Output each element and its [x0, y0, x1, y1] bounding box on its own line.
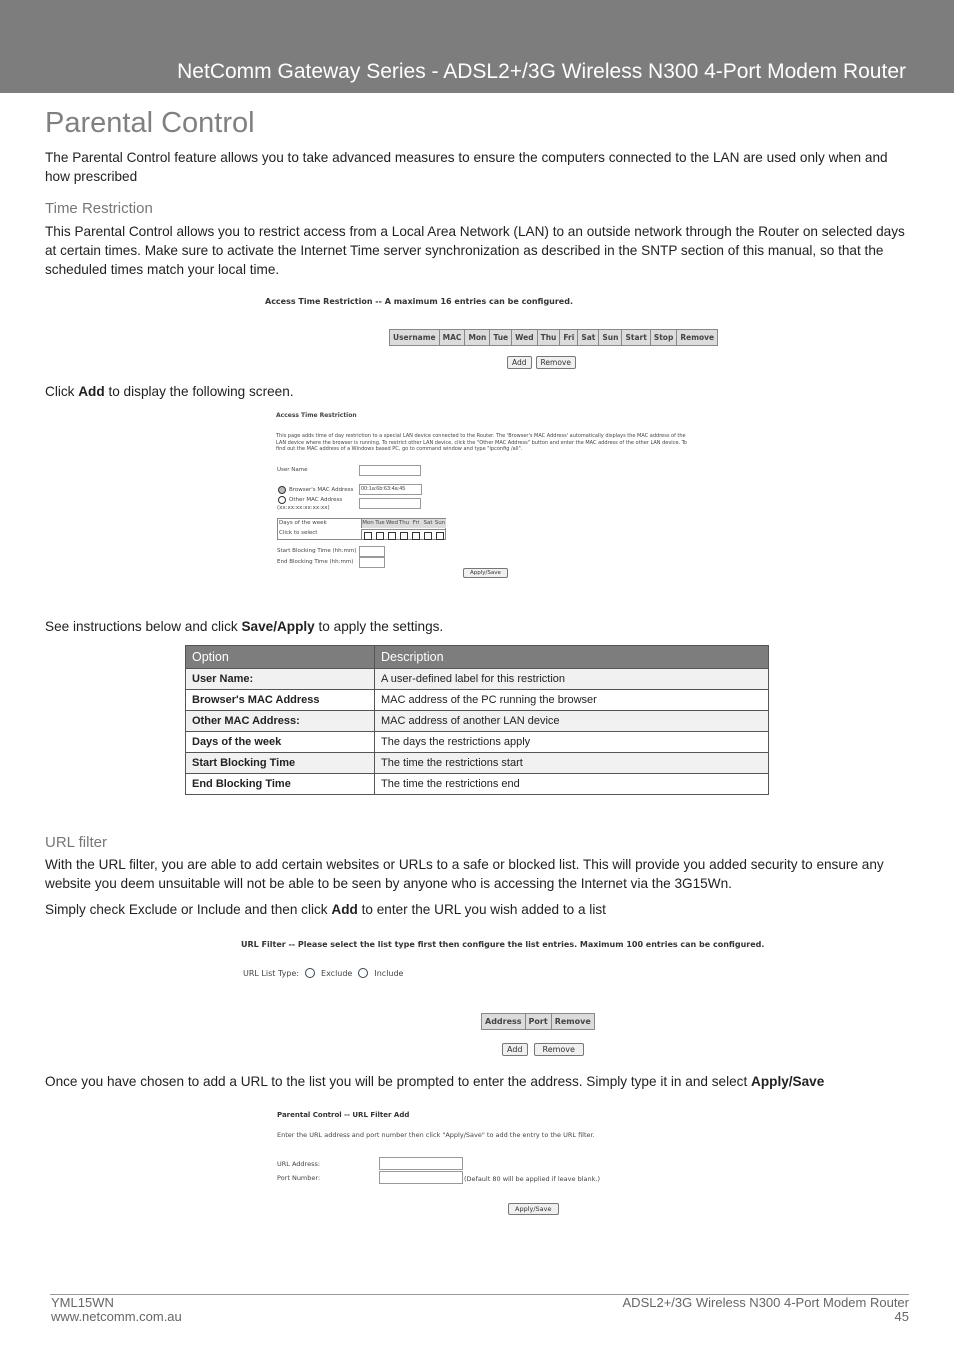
url-address-label: URL Address:: [277, 1160, 321, 1168]
port-hint: (Default 80 will be applied if leave blank.): [464, 1175, 600, 1183]
description-column-header: Description: [375, 646, 769, 669]
screen2-description: This page adds time of day restriction to a special LAN device connected to the Router. The 'Browser's MAC Address' automatically displays the MAC address of the LAN device where the browser is running. To restrict other LAN device, click the "Other MAC Address" button and enter the MAC address of the other LAN device. To find out the MAC address of a Windows based PC, go to command window and type "ipconfig /all".: [276, 433, 687, 452]
description-cell: The time the restrictions end: [375, 774, 769, 795]
once-chosen-paragraph: [45, 1072, 909, 1091]
day-checkbox[interactable]: [388, 532, 396, 540]
description-cell: A user-defined label for this restriction: [375, 669, 769, 690]
option-cell: End Blocking Time: [186, 774, 375, 795]
click-add-text: Click: [45, 384, 79, 399]
day-header: Wed: [386, 520, 398, 526]
once-bold: Apply/Save: [751, 1074, 825, 1089]
days-header-row: [361, 519, 446, 528]
day-header: Thu: [398, 520, 410, 526]
days-label: Days of the week: [279, 520, 327, 526]
screen4-description: Enter the URL address and port number then click "Apply/Save" to add the entry to the URL filter.: [277, 1131, 595, 1139]
add-button[interactable]: Add: [507, 356, 532, 369]
restriction-table: [389, 329, 718, 346]
time-restriction-heading: Time Restriction: [45, 200, 153, 217]
restriction-column-header: Remove: [677, 330, 718, 346]
url-column-header: Address: [482, 1014, 526, 1030]
restriction-column-header: MAC: [439, 330, 465, 346]
check-text: Simply check Exclude or Include and then click: [45, 902, 332, 917]
option-cell: Start Blocking Time: [186, 753, 375, 774]
see-instructions-paragraph: [45, 617, 909, 636]
day-header: Sat: [423, 520, 433, 526]
click-select-label: Click to select: [279, 530, 318, 536]
url-column-header: Remove: [551, 1014, 594, 1030]
browser-mac-input[interactable]: 00:1a:6b:63:4a:45: [359, 484, 422, 495]
option-cell: Other MAC Address:: [186, 711, 375, 732]
screen1-title: Access Time Restriction -- A maximum 16 entries can be configured.: [265, 297, 573, 306]
table-row: [186, 753, 769, 774]
screen3-title: URL Filter -- Please select the list type first then configure the list entries. Maximum 100 entries can be configured.: [241, 940, 765, 949]
other-mac-radio[interactable]: [278, 496, 286, 504]
screen3-buttons: [502, 1043, 584, 1056]
header-title: NetComm Gateway Series - ADSL2+/3G Wireless N300 4-Port Modem Router: [177, 60, 906, 83]
restriction-column-header: Fri: [560, 330, 578, 346]
other-mac-label: Other MAC Address: [289, 497, 343, 503]
url-table: [481, 1013, 595, 1030]
options-table: [185, 645, 769, 795]
restriction-column-header: Sun: [599, 330, 622, 346]
table-row: [186, 774, 769, 795]
url-list-type-row: [243, 968, 403, 978]
check-bold: Add: [331, 902, 358, 917]
page-title: Parental Control: [45, 107, 255, 139]
option-cell: Days of the week: [186, 732, 375, 753]
table-row: [186, 669, 769, 690]
user-name-label: User Name: [277, 467, 308, 473]
other-mac-input[interactable]: [359, 498, 421, 509]
option-cell: Browser's MAC Address: [186, 690, 375, 711]
days-table: [277, 518, 446, 540]
exclude-radio[interactable]: [305, 968, 315, 978]
day-header: Fri: [412, 520, 420, 526]
url-column-header: Port: [525, 1014, 551, 1030]
exclude-label: Exclude: [321, 968, 353, 978]
option-column-header: Option: [186, 646, 375, 669]
apply-save-button[interactable]: Apply/Save: [463, 568, 508, 578]
day-checkbox[interactable]: [364, 532, 372, 540]
other-mac-hint: (xx:xx:xx:xx:xx:xx): [277, 505, 330, 511]
days-checkbox-row: [361, 529, 446, 540]
footer-model: YML15WN: [51, 1295, 114, 1310]
restriction-column-header: Start: [622, 330, 650, 346]
remove-button[interactable]: Remove: [536, 356, 576, 369]
screen4-title: Parental Control -- URL Filter Add: [277, 1111, 410, 1119]
url-filter-heading: URL filter: [45, 834, 107, 851]
once-text: Once you have chosen to add a URL to the list you will be prompted to enter the address. Simply type it in and select: [45, 1074, 752, 1089]
check-text-end: to enter the URL you wish added to a list: [357, 902, 606, 917]
restriction-column-header: Mon: [465, 330, 490, 346]
table-row: [186, 732, 769, 753]
check-exclude-paragraph: [45, 900, 909, 919]
footer-website: www.netcomm.com.au: [51, 1309, 182, 1324]
see-bold: Save/Apply: [241, 619, 315, 634]
include-radio[interactable]: [358, 968, 368, 978]
restriction-column-header: Sat: [578, 330, 599, 346]
restriction-column-header: Thu: [537, 330, 560, 346]
see-text: See instructions below and click: [45, 619, 242, 634]
intro-paragraph: The Parental Control feature allows you to take advanced measures to ensure the computers connected to the LAN are used only when and how prescribed: [45, 150, 888, 184]
user-name-input[interactable]: [359, 465, 421, 476]
time-restriction-paragraph: This Parental Control allows you to restrict access from a Local Area Network (LAN) to an outside network through the Router on selected days at certain times. Make sure to activate the Internet Time server synchronization as described in the SNTP section of this manual, so that the scheduled times match your local time.: [45, 224, 905, 277]
restriction-column-header: Stop: [650, 330, 677, 346]
footer-product: ADSL2+/3G Wireless N300 4-Port Modem Router: [622, 1295, 909, 1310]
option-cell: User Name:: [186, 669, 375, 690]
url-add-button[interactable]: Add: [502, 1043, 528, 1056]
footer-page-number: 45: [894, 1309, 909, 1324]
restriction-column-header: Username: [390, 330, 440, 346]
day-checkbox[interactable]: [424, 532, 432, 540]
access-time-form-screen: [276, 412, 696, 453]
include-label: Include: [374, 968, 404, 978]
start-blocking-label: Start Blocking Time (hh:mm): [277, 548, 357, 554]
end-blocking-input[interactable]: [359, 557, 385, 568]
click-add-bold: Add: [78, 384, 105, 399]
description-cell: The time the restrictions start: [375, 753, 769, 774]
url-apply-save-button[interactable]: Apply/Save: [508, 1203, 559, 1215]
access-time-restriction-screen: [265, 297, 573, 306]
browser-mac-radio[interactable]: [278, 486, 286, 494]
description-cell: MAC address of another LAN device: [375, 711, 769, 732]
url-remove-button[interactable]: Remove: [534, 1043, 584, 1056]
screen2-title: Access Time Restriction: [276, 412, 357, 419]
screen1-buttons: [507, 356, 576, 369]
port-number-input[interactable]: [379, 1171, 463, 1184]
day-header: Tue: [375, 520, 385, 526]
description-cell: The days the restrictions apply: [375, 732, 769, 753]
restriction-column-header: Tue: [490, 330, 512, 346]
url-list-type-label: URL List Type:: [243, 968, 300, 978]
click-add-text-end: to display the following screen.: [104, 384, 294, 399]
day-checkbox[interactable]: [376, 532, 384, 540]
table-row: [186, 690, 769, 711]
table-row: [186, 711, 769, 732]
see-text-end: to apply the settings.: [314, 619, 444, 634]
port-number-label: Port Number:: [277, 1174, 321, 1182]
description-cell: MAC address of the PC running the browser: [375, 690, 769, 711]
end-blocking-label: End Blocking Time (hh:mm): [277, 559, 354, 565]
day-checkbox[interactable]: [412, 532, 420, 540]
restriction-column-header: Wed: [512, 330, 537, 346]
day-header: Mon: [362, 520, 374, 526]
start-blocking-input[interactable]: [359, 546, 385, 557]
day-header: Sun: [434, 520, 446, 526]
url-filter-paragraph: With the URL filter, you are able to add certain websites or URLs to a safe or blocked list. This will provide you added security to ensure any website you deem unsuitable will not be able to be seen by anyone who is accessing the Internet via the 3G15Wn.: [45, 857, 884, 891]
click-add-paragraph: [45, 382, 909, 401]
day-checkbox[interactable]: [400, 532, 408, 540]
url-address-input[interactable]: [379, 1157, 463, 1170]
browser-mac-label: Browser's MAC Address: [289, 487, 354, 493]
day-checkbox[interactable]: [436, 532, 444, 540]
